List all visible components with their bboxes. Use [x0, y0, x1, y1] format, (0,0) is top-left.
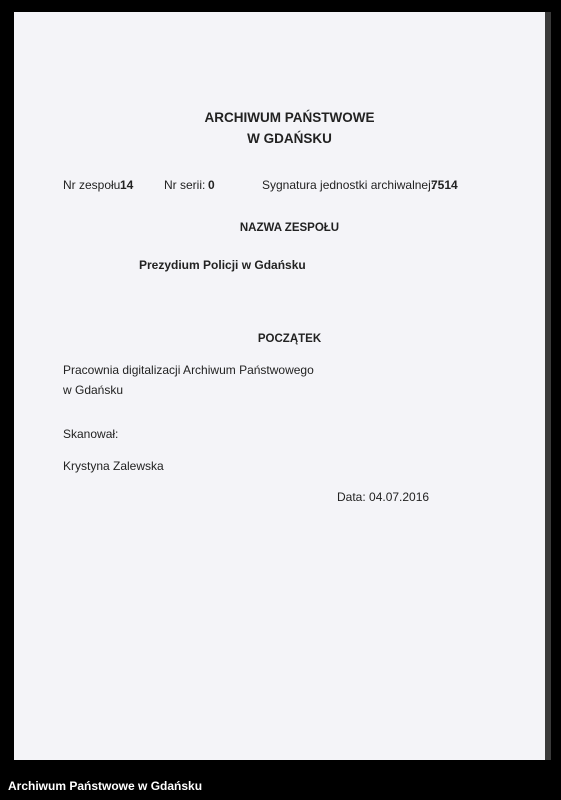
signature-label: Sygnatura jednostki archiwalnej:: [262, 178, 435, 192]
digitization-lab-line2: w Gdańsku: [63, 383, 124, 397]
scanned-page: [14, 12, 545, 760]
start-heading: POCZĄTEK: [257, 333, 322, 345]
archive-title-line2: W GDAŃSKU: [247, 131, 332, 146]
signature-value: 7514: [431, 178, 458, 192]
fonds-heading: NAZWA ZESPOŁU: [239, 222, 340, 234]
scan-date: Data: 04.07.2016: [337, 490, 430, 504]
scanned-by-label: Skanował:: [63, 427, 119, 441]
fonds-number-label: Nr zespołu: [63, 178, 121, 192]
digitization-lab-line1: Pracownia digitalizacji Archiwum Państwowego: [63, 363, 314, 377]
series-number-value: 0: [208, 178, 215, 192]
footer-caption: Archiwum Państwowe w Gdańsku: [8, 779, 203, 793]
scanned-by-name: Krystyna Zalewska: [63, 459, 164, 473]
fonds-name: Prezydium Policji w Gdańsku: [139, 258, 306, 272]
fonds-number-value: 14: [120, 178, 134, 192]
archive-title-line1: ARCHIWUM PAŃSTWOWE: [204, 110, 375, 125]
series-number-label: Nr serii:: [164, 178, 206, 192]
